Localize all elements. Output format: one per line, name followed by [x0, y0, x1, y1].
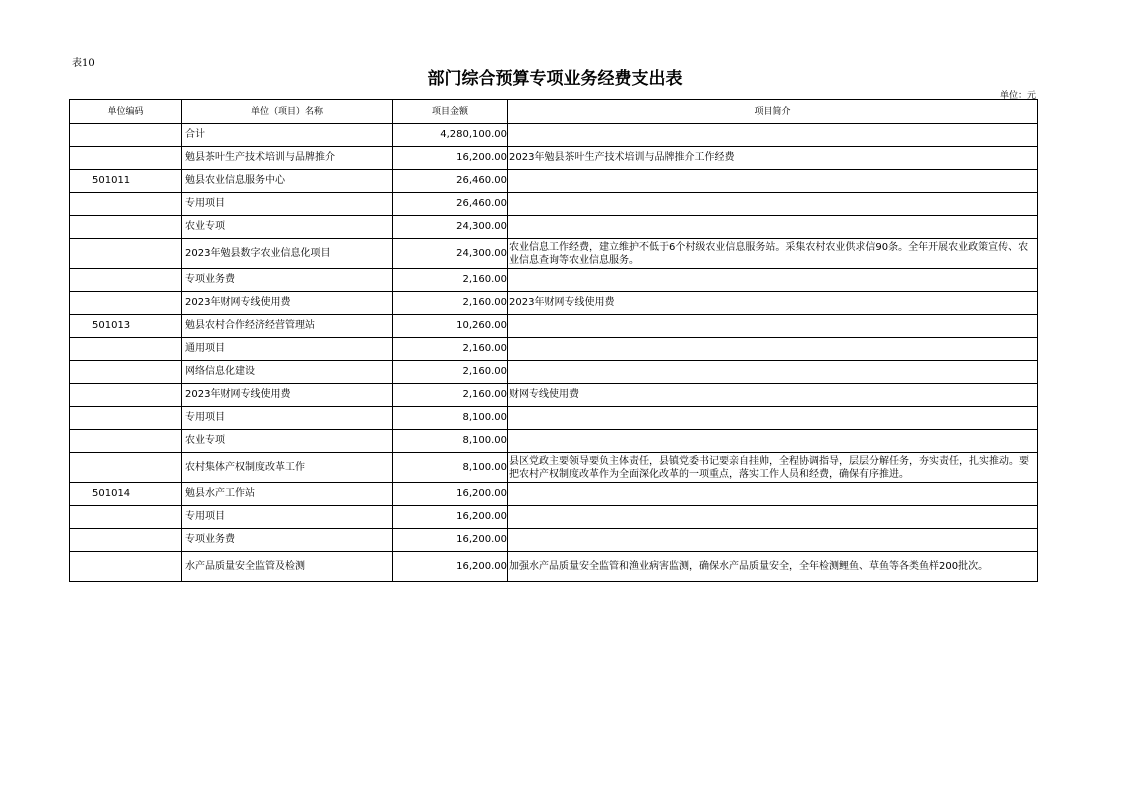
cell-name: 专用项目	[182, 193, 393, 216]
cell-name: 专用项目	[182, 506, 393, 529]
cell-name: 勉县水产工作站	[182, 483, 393, 506]
budget-table	[69, 99, 1038, 582]
table-row	[70, 124, 1038, 147]
cell-desc	[508, 124, 1038, 147]
table-body	[70, 124, 1038, 582]
cell-code	[70, 506, 182, 529]
cell-amount: 26,460.00	[393, 193, 508, 216]
cell-desc: 2023年财网专线使用费	[508, 292, 1038, 315]
cell-amount: 4,280,100.00	[393, 124, 508, 147]
cell-amount: 2,160.00	[393, 338, 508, 361]
cell-code: 501013	[70, 315, 182, 338]
column-header-desc: 项目简介	[508, 100, 1038, 124]
cell-name: 勉县农村合作经济经营管理站	[182, 315, 393, 338]
cell-amount: 2,160.00	[393, 269, 508, 292]
cell-amount: 8,100.00	[393, 453, 508, 483]
table-row	[70, 338, 1038, 361]
cell-desc: 财网专线使用费	[508, 384, 1038, 407]
cell-desc	[508, 529, 1038, 552]
cell-name: 网络信息化建设	[182, 361, 393, 384]
cell-name: 勉县农业信息服务中心	[182, 170, 393, 193]
cell-desc	[508, 315, 1038, 338]
unit-label: 单位：元	[999, 91, 1036, 101]
cell-desc: 县区党政主要领导要负主体责任，县镇党委书记要亲自挂帅，全程协调指导，层层分解任务，夯实责任，扎实推动。要把农村产权制度改革作为全面深化改革的一项重点，落实工作人员和经费，确保有序推进。	[508, 453, 1038, 483]
column-header-name: 单位（项目）名称	[182, 100, 393, 124]
table-row	[70, 216, 1038, 239]
cell-desc	[508, 430, 1038, 453]
cell-code	[70, 407, 182, 430]
cell-amount: 2,160.00	[393, 292, 508, 315]
cell-amount: 2,160.00	[393, 384, 508, 407]
column-header-code: 单位编码	[70, 100, 182, 124]
table-row	[70, 483, 1038, 506]
table-row	[70, 170, 1038, 193]
cell-name: 专用项目	[182, 407, 393, 430]
cell-code	[70, 529, 182, 552]
table-row	[70, 361, 1038, 384]
cell-code: 501011	[70, 170, 182, 193]
cell-code	[70, 269, 182, 292]
table-row	[70, 193, 1038, 216]
cell-name: 水产品质量安全监管及检测	[182, 552, 393, 582]
cell-code: 501014	[70, 483, 182, 506]
cell-code	[70, 430, 182, 453]
cell-code	[70, 147, 182, 170]
cell-code	[70, 216, 182, 239]
table-row	[70, 529, 1038, 552]
cell-amount: 16,200.00	[393, 483, 508, 506]
cell-code	[70, 239, 182, 269]
cell-name: 农业专项	[182, 430, 393, 453]
cell-amount: 26,460.00	[393, 170, 508, 193]
page-title: 部门综合预算专项业务经费支出表	[427, 69, 683, 89]
cell-desc	[508, 193, 1038, 216]
cell-amount: 16,200.00	[393, 506, 508, 529]
cell-amount: 10,260.00	[393, 315, 508, 338]
cell-desc: 2023年勉县茶叶生产技术培训与品牌推介工作经费	[508, 147, 1038, 170]
cell-code	[70, 552, 182, 582]
cell-name: 2023年勉县数字农业信息化项目	[182, 239, 393, 269]
table-row	[70, 269, 1038, 292]
table-row	[70, 384, 1038, 407]
cell-amount: 16,200.00	[393, 529, 508, 552]
cell-desc	[508, 269, 1038, 292]
cell-name: 勉县茶叶生产技术培训与品牌推介	[182, 147, 393, 170]
table-row	[70, 407, 1038, 430]
cell-amount: 24,300.00	[393, 216, 508, 239]
cell-name: 专项业务费	[182, 269, 393, 292]
table-number: 表10	[72, 58, 95, 69]
cell-name: 农业专项	[182, 216, 393, 239]
cell-code	[70, 453, 182, 483]
cell-amount: 16,200.00	[393, 147, 508, 170]
table-header-row	[70, 100, 1038, 124]
cell-name: 专项业务费	[182, 529, 393, 552]
cell-desc	[508, 170, 1038, 193]
table-row	[70, 552, 1038, 582]
table-row	[70, 292, 1038, 315]
cell-desc: 农业信息工作经费，建立维护不低于6个村级农业信息服务站。采集农村农业供求信90条。全年开展农业政策宣传、农业信息查询等农业信息服务。	[508, 239, 1038, 269]
cell-code	[70, 193, 182, 216]
cell-desc: 加强水产品质量安全监管和渔业病害监测，确保水产品质量安全，全年检测鲤鱼、草鱼等各类鱼样200批次。	[508, 552, 1038, 582]
cell-amount: 2,160.00	[393, 361, 508, 384]
cell-amount: 24,300.00	[393, 239, 508, 269]
cell-name: 农村集体产权制度改革工作	[182, 453, 393, 483]
table-row	[70, 239, 1038, 269]
cell-code	[70, 124, 182, 147]
cell-name: 合计	[182, 124, 393, 147]
cell-code	[70, 338, 182, 361]
cell-name: 2023年财网专线使用费	[182, 292, 393, 315]
table-row	[70, 453, 1038, 483]
cell-desc	[508, 506, 1038, 529]
cell-desc	[508, 338, 1038, 361]
column-header-amount: 项目金额	[393, 100, 508, 124]
cell-desc	[508, 407, 1038, 430]
table-row	[70, 147, 1038, 170]
cell-amount: 8,100.00	[393, 407, 508, 430]
table-row	[70, 506, 1038, 529]
cell-desc	[508, 216, 1038, 239]
cell-code	[70, 292, 182, 315]
cell-desc	[508, 361, 1038, 384]
cell-name: 通用项目	[182, 338, 393, 361]
cell-name: 2023年财网专线使用费	[182, 384, 393, 407]
cell-code	[70, 361, 182, 384]
cell-code	[70, 384, 182, 407]
cell-amount: 8,100.00	[393, 430, 508, 453]
cell-desc	[508, 483, 1038, 506]
table-row	[70, 430, 1038, 453]
table-row	[70, 315, 1038, 338]
cell-amount: 16,200.00	[393, 552, 508, 582]
